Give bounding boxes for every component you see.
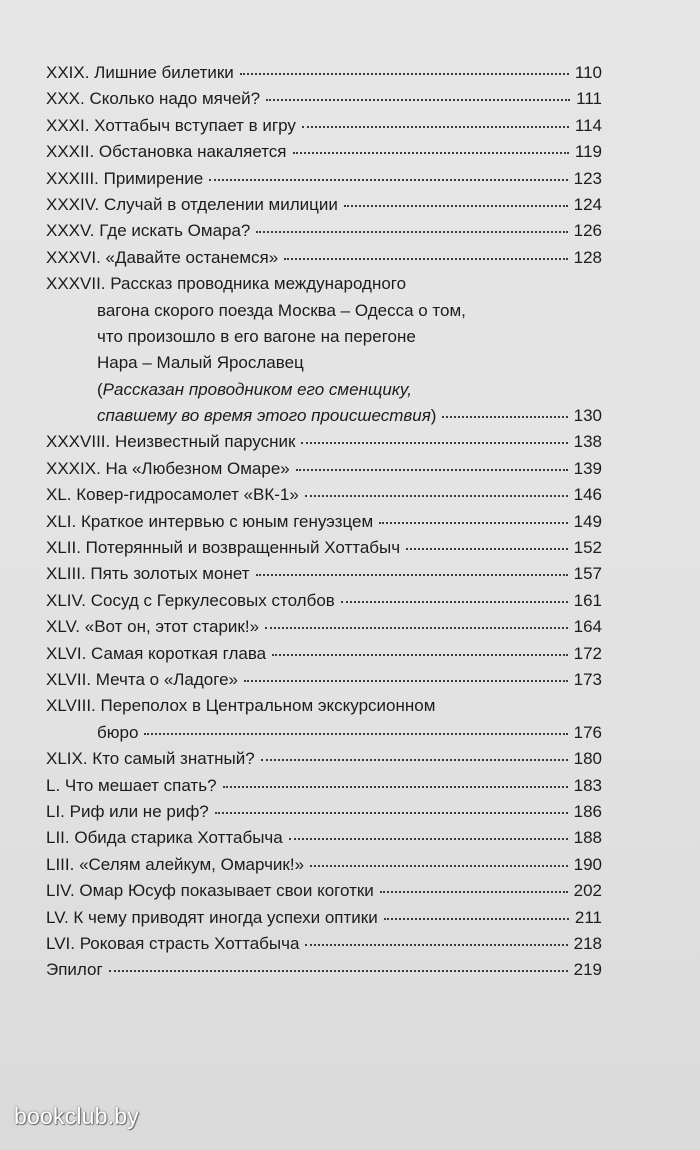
toc-entry-subtitle-line xyxy=(46,377,602,403)
dot-leader xyxy=(266,99,570,101)
dot-leader xyxy=(305,944,567,946)
toc-page-number: 149 xyxy=(573,511,602,531)
toc-entry-title: XLVII. Мечта о «Ладоге» xyxy=(46,669,238,689)
toc-entry xyxy=(46,825,602,851)
toc-entry xyxy=(46,773,602,799)
toc-entry-title-line: что произошло в его вагоне на перегоне xyxy=(97,326,416,346)
toc-entry-title: LIV. Омар Юсуф показывает свои коготки xyxy=(46,881,374,901)
dot-leader xyxy=(310,865,568,867)
dot-leader xyxy=(256,574,568,576)
dot-leader xyxy=(244,680,568,682)
toc-page-number: 164 xyxy=(573,617,602,637)
toc-entry-title: бюро xyxy=(97,722,139,742)
toc-entry xyxy=(46,139,602,165)
toc-page-number: 124 xyxy=(573,194,602,214)
toc-entry-title-line: XXXVII. Рассказ проводника международного xyxy=(46,274,407,294)
toc-entry-title: XXXIV. Случай в отделении милиции xyxy=(46,194,338,214)
toc-page-number: 146 xyxy=(573,485,602,505)
toc-entry xyxy=(46,86,602,112)
toc-entry-title: Эпилог xyxy=(46,960,103,980)
subtitle-text: спавшему во время этого происшествия xyxy=(97,406,431,426)
toc-entry-title-line: вагона скорого поезда Москва – Одесса о том, xyxy=(97,300,466,320)
toc-page-number: 180 xyxy=(573,749,602,769)
toc-entry-title xyxy=(97,403,436,429)
toc-page-number: 130 xyxy=(573,406,602,426)
dot-leader xyxy=(109,970,568,972)
toc-group-c xyxy=(46,746,602,984)
toc-entry-title: LIII. «Селям алейкум, Омарчик!» xyxy=(46,854,305,874)
toc-entry-title: XXXI. Хоттабыч вступает в игру xyxy=(46,115,296,135)
toc-page-number: 186 xyxy=(573,801,602,821)
dot-leader xyxy=(209,179,567,181)
toc-entry xyxy=(46,456,602,482)
toc-entry xyxy=(46,60,602,86)
dot-leader xyxy=(240,73,569,75)
toc-page-number: 161 xyxy=(573,590,602,610)
toc-entry-title: XXXII. Обстановка накаляется xyxy=(46,142,287,162)
toc-entry-title: XL. Ковер-гидросамолет «ВК-1» xyxy=(46,485,299,505)
watermark: bookclub.by xyxy=(14,1103,139,1129)
toc-entry xyxy=(46,509,602,535)
toc-page-number: 123 xyxy=(573,168,602,188)
dot-leader xyxy=(384,918,569,920)
toc-entry xyxy=(46,166,602,192)
toc-entry-title: XXXIII. Примирение xyxy=(46,168,204,188)
dot-leader xyxy=(215,812,568,814)
toc-page-number: 152 xyxy=(573,538,602,558)
dot-leader xyxy=(289,838,568,840)
toc-page-number: 114 xyxy=(574,115,602,135)
toc-entry-title: LII. Обида старика Хоттабыча xyxy=(46,828,283,848)
toc-entry-subtitle-line xyxy=(46,403,602,429)
dot-leader xyxy=(380,891,568,893)
toc-page-number: 138 xyxy=(573,432,602,452)
toc-page-number: 139 xyxy=(573,458,602,478)
dot-leader xyxy=(442,416,567,418)
toc-entry-title: XLIII. Пять золотых монет xyxy=(46,564,250,584)
toc-entry-title: XXXIX. На «Любезном Омаре» xyxy=(46,458,290,478)
toc-entry xyxy=(46,667,602,693)
dot-leader xyxy=(265,627,568,629)
toc-entry xyxy=(46,245,602,271)
table-of-contents xyxy=(46,60,602,984)
toc-entry-title: L. Что мешает спать? xyxy=(46,775,217,795)
toc-entry xyxy=(46,852,602,878)
subtitle-text: Рассказан проводником его сменщику, xyxy=(102,379,412,399)
toc-entry xyxy=(46,931,602,957)
toc-entry xyxy=(46,905,602,931)
dot-leader xyxy=(379,522,567,524)
toc-entry-title: XXXV. Где искать Омара? xyxy=(46,221,251,241)
toc-entry xyxy=(46,218,602,244)
dot-leader xyxy=(302,126,569,128)
toc-page-number: 111 xyxy=(576,89,602,109)
toc-entry-title: XXX. Сколько надо мячей? xyxy=(46,89,261,109)
dot-leader xyxy=(261,759,568,761)
toc-entry xyxy=(46,429,602,455)
toc-page-number: 119 xyxy=(574,142,602,162)
toc-page-number: 202 xyxy=(573,881,602,901)
toc-entry xyxy=(46,746,602,772)
dot-leader xyxy=(296,469,568,471)
dot-leader xyxy=(256,231,567,233)
toc-entry-title: XXXVIII. Неизвестный парусник xyxy=(46,432,296,452)
toc-page-number: 190 xyxy=(573,854,602,874)
toc-page-number: 218 xyxy=(573,933,602,953)
toc-page-number: 172 xyxy=(573,643,602,663)
toc-entry-title-line: XLVIII. Переполох в Центральном экскурсионном xyxy=(46,696,436,716)
toc-entry-title: XLVI. Самая короткая глава xyxy=(46,643,267,663)
toc-entry xyxy=(46,561,602,587)
toc-entry xyxy=(46,641,602,667)
dot-leader xyxy=(344,205,568,207)
toc-entry-title-line: Нара – Малый Ярославец xyxy=(97,353,304,373)
toc-page-number: 211 xyxy=(574,907,602,927)
dot-leader xyxy=(293,152,569,154)
toc-entry xyxy=(46,535,602,561)
toc-entry xyxy=(46,614,602,640)
paren-open: ( xyxy=(97,379,103,399)
toc-entry xyxy=(46,588,602,614)
toc-page-number: 219 xyxy=(573,960,602,980)
toc-entry xyxy=(46,192,602,218)
toc-entry-title: XXXVI. «Давайте останемся» xyxy=(46,247,279,267)
toc-page-number: 183 xyxy=(573,775,602,795)
toc-page-number: 176 xyxy=(573,722,602,742)
toc-group-a xyxy=(46,60,602,271)
dot-leader xyxy=(144,733,567,735)
toc-entry-title: LVI. Роковая страсть Хоттабыча xyxy=(46,933,300,953)
paren-close: ) xyxy=(430,406,437,426)
toc-entry xyxy=(46,799,602,825)
toc-entry-title: XLI. Краткое интервью с юным генуэзцем xyxy=(46,511,374,531)
toc-page-number: 188 xyxy=(573,828,602,848)
toc-page-number: 110 xyxy=(574,63,602,82)
toc-entry-title: XLII. Потерянный и возвращенный Хоттабыч xyxy=(46,538,401,558)
toc-page-number: 173 xyxy=(573,669,602,689)
toc-page-number: 128 xyxy=(573,247,602,267)
toc-entry-title: XXIX. Лишние билетики xyxy=(46,63,234,82)
dot-leader xyxy=(406,548,568,550)
toc-entry-title: XLIX. Кто самый знатный? xyxy=(46,749,255,769)
dot-leader xyxy=(305,495,568,497)
toc-entry-title: LI. Риф или не риф? xyxy=(46,801,209,821)
dot-leader xyxy=(301,442,567,444)
toc-entry-xlviii xyxy=(46,693,602,746)
toc-entry-title: XLIV. Сосуд с Геркулесовых столбов xyxy=(46,590,335,610)
toc-entry xyxy=(46,957,602,983)
dot-leader xyxy=(272,654,567,656)
toc-page-number: 157 xyxy=(573,564,602,584)
toc-entry-title: LV. К чему приводят иногда успехи оптики xyxy=(46,907,378,927)
dot-leader xyxy=(341,601,568,603)
toc-entry-xxxvii xyxy=(46,271,602,429)
toc-entry-title-line xyxy=(46,720,602,746)
toc-entry xyxy=(46,482,602,508)
toc-page-number: 126 xyxy=(573,221,602,241)
toc-entry xyxy=(46,878,602,904)
dot-leader xyxy=(223,786,568,788)
toc-group-b xyxy=(46,429,602,693)
dot-leader xyxy=(284,258,567,260)
toc-entry-title: XLV. «Вот он, этот старик!» xyxy=(46,617,260,637)
toc-entry xyxy=(46,113,602,139)
